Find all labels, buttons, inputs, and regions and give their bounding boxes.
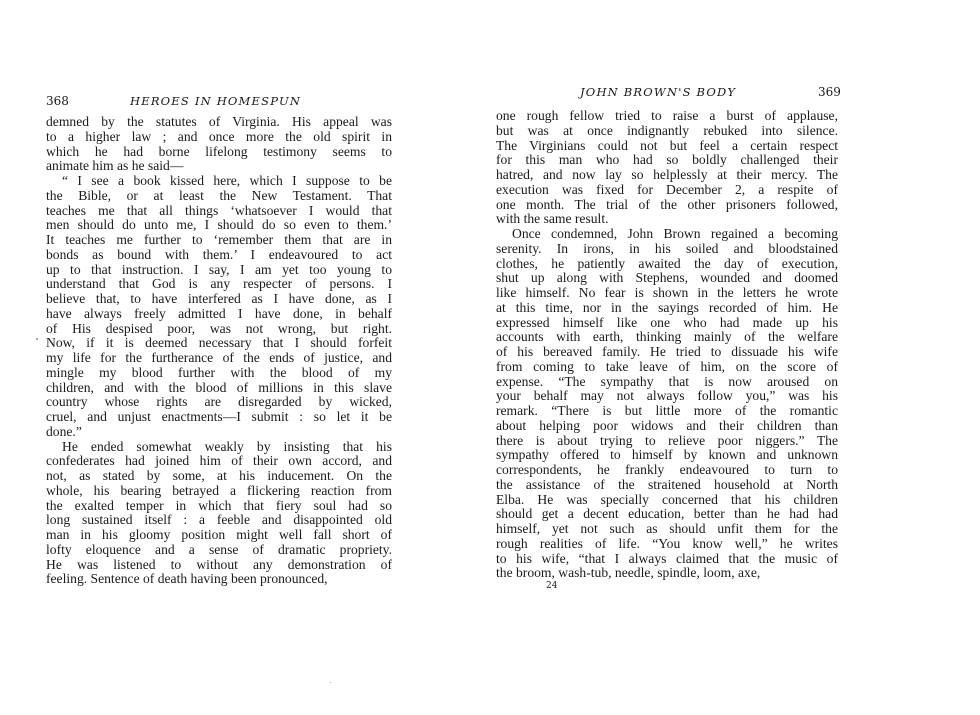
text-line: to his wife, “that I always claimed that the music of [496,551,838,566]
text-line: country whose rights are disregarded by wicked, [46,395,392,410]
left-page-number: 368 [46,94,69,108]
signature-mark: 24 [546,581,558,591]
text-line: which he had borne lifelong testimony seems to [46,144,392,159]
text-line: He ended somewhat weakly by insisting that his [62,439,392,454]
text-line: but was at once indignantly rebuked into silence. [496,123,838,138]
text-line: up to that instruction. I say, I am yet too young to [46,262,392,277]
text-line: the broom, wash-tub, needle, spindle, loom, axe, [496,566,761,581]
text-line: expense. “The sympathy that is now aroused on [496,374,838,389]
text-line: the assistance of the straitened household at North [496,477,838,492]
text-line: for this man who had so boldly challenged their [496,153,838,168]
text-line: the Bible, or at least the New Testament. That [46,188,392,203]
text-line: accounts with earth, thinking mainly of the welfare [496,330,838,345]
text-line: my life for the furtherance of the ends of justice, and [46,351,392,365]
text-line: at this time, nor in the sayings recorded of him. He [496,300,838,315]
text-line: He was listened to without any demonstration of [46,557,392,572]
text-line: Elba. He was specially concerned that his children [496,492,838,507]
text-line: animate him as he said— [46,159,184,174]
text-line: man in his gloomy position might well fall short of [46,528,392,542]
text-line: done.” [46,424,82,439]
text-line: mingle my blood further with the blood of my [46,365,392,380]
text-line: whole, his bearing betrayed a flickering reaction from [46,483,392,498]
text-line: long sustained itself : a feeble and disappointed old [46,513,392,528]
text-line: should get a decent education, better than he had had [496,507,838,522]
right-text-block [496,109,838,581]
text-line: your behalf may not always follow you,” was his [496,389,838,404]
text-line: men should do unto me, I should do so even to them.’ [46,218,392,233]
scan-speck [36,338,38,340]
text-line: demned by the statutes of Virginia. His appeal was [46,115,392,129]
text-line: hatred, and now lay so helplessly at their mercy. The [496,168,838,182]
text-line: to a higher law ; and once more the old spirit in [46,129,392,144]
text-line: It teaches me further to ‘remember them that are in [46,233,392,247]
text-line: expressed himself like one who had made up his [496,315,838,330]
text-line: serenity. In irons, in his soiled and bloodstained [496,241,838,256]
text-line: “ I see a book kissed here, which I suppose to be [62,174,392,188]
text-line: lofty eloquence and a sense of dramatic propriety. [46,542,392,557]
text-line: The Virginians could not but feel a certain respect [496,138,838,153]
text-line: believe that, to have interfered as I have done, as I [46,292,392,306]
right-page-number: 369 [818,85,841,99]
text-line: bonds as bound with them.’ I endeavoured to act [46,247,392,262]
text-line: there is about trying to relieve poor niggers.” The [496,433,838,448]
text-line: execution was fixed for December 2, a respite of [496,182,838,197]
right-page [490,0,980,715]
text-line: understand that God is any respecter of persons. I [46,277,392,292]
left-running-head: HEROES IN HOMESPUN [130,94,302,108]
text-line: cruel, and unjust enactments—I submit : so let it be [46,410,392,424]
text-line: sympathy offered to himself by known and unknown [496,448,838,463]
text-line: from coming to take leave of him, on the score of [496,359,838,374]
left-text-block [46,115,392,587]
text-line: like himself. No fear is shown in the letters he wrote [496,286,838,300]
text-line: correspondents, he frankly endeavoured to turn to [496,463,838,477]
text-line: himself, yet not such as should unfit them for the [496,522,838,536]
right-running-head: JOHN BROWN'S BODY [580,85,737,99]
text-line: the exalted temper in which that fiery soul had so [46,498,392,513]
scan-speck [330,682,331,683]
text-line: rough realities of life. “You know well,” he writes [496,536,838,551]
text-line: one rough fellow tried to raise a burst of applause, [496,109,838,123]
text-line: shut up along with Stephens, wounded and doomed [496,271,838,286]
text-line: have always freely admitted I have done, in behalf [46,306,392,321]
text-line: feeling. Sentence of death having been pronounced, [46,572,328,587]
text-line: children, and with the blood of millions in this slave [46,380,392,395]
text-line: of His despised poor, was not wrong, but right. [46,321,392,336]
text-line: about helping poor widows and their children than [496,418,838,433]
text-line: not, as stated by some, at his inducement. On the [46,469,392,483]
text-line: remark. “There is but little more of the romantic [496,404,838,418]
text-line: of his bereaved family. He tried to dissuade his wife [496,345,838,359]
text-line: Once condemned, John Brown regained a becoming [512,227,838,241]
text-line: clothes, he patiently awaited the day of execution, [496,256,838,271]
text-line: Now, if it is deemed necessary that I should forfeit [46,336,392,351]
text-line: teaches me that all things ‘whatsoever I would that [46,203,392,218]
text-line: one month. The trial of the other prisoners followed, [496,197,838,212]
text-line: confederates had joined him of their own accord, and [46,454,392,469]
text-line: with the same result. [496,212,609,227]
